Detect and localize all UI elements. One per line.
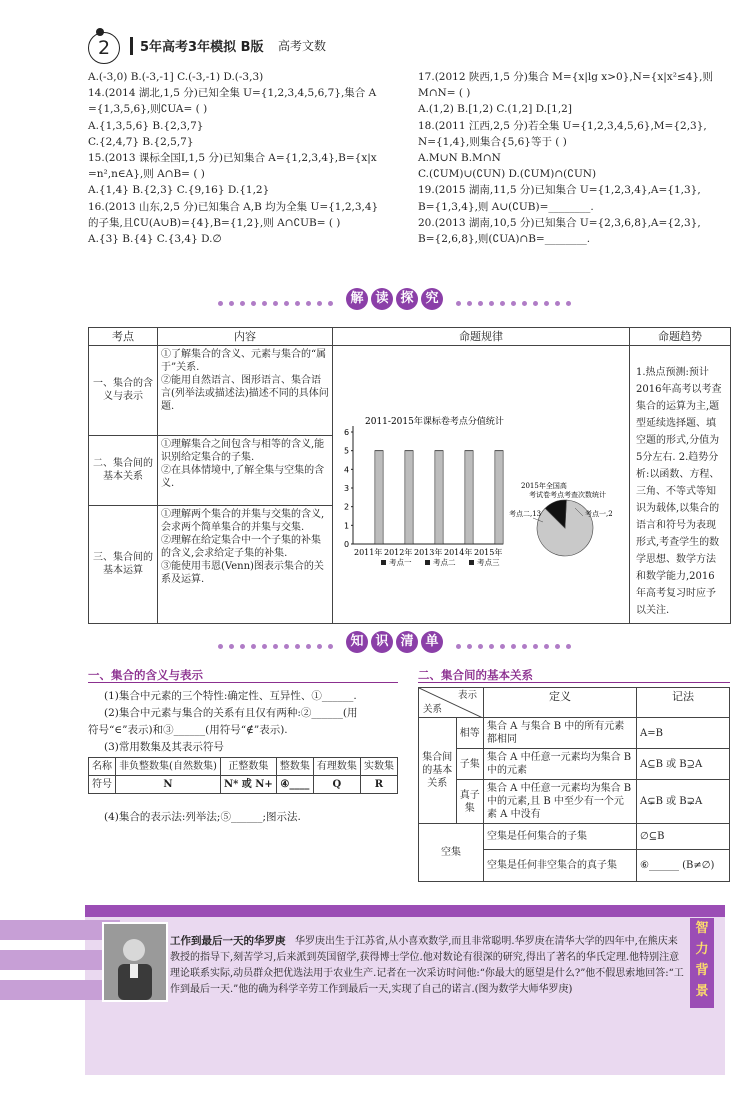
knowledge-left-heading: 一、集合的含义与表示	[88, 668, 203, 682]
kl-last-line: (4)集合的表示法:列举法;⑤______;图示法.	[104, 811, 301, 823]
kl-line-3: 符号“∈”表示)和③______(用符号“∉”表示).	[88, 724, 288, 736]
analysis-table	[88, 327, 731, 624]
relation-table	[418, 687, 730, 882]
question-line: ={1,3,5,6},则∁UA= ( )	[88, 103, 208, 116]
banner-char: 究	[421, 288, 443, 310]
empty-note-2: ⑥______ (B≠∅)	[637, 850, 730, 882]
group-label: 集合间的基本关系	[419, 718, 457, 824]
question-line: 16.(2013 山东,2,5 分)已知集合 A,B 均为全集 U={1,2,3,4}	[88, 200, 379, 213]
kl-line-1: (1)集合中元素的三个特性:确定性、互异性、①______.	[104, 690, 357, 702]
rel-name-2: 子集	[456, 749, 483, 780]
numset-header-cell: 整数集	[276, 758, 313, 776]
question-line: B={2,6,8},则(∁UA)∩B=________.	[418, 233, 591, 245]
story-text: 华罗庚出生于江苏省,从小喜欢数学,而且非常聪明.华罗庚在清华大学的四年中,在熊庆来教授的指导下,刻苦学习,后来派到英国留学,获得博士学位.他对数论有很深的研究,得出了著名的华氏定理.他特别注意理论联系实际,动员群众把优选法用于农业生产.记者在一次采访时问他:“你最大的愿望是什么?”他不假思索地回答:“工作到最后一天.”他的确为科学辛劳工作到最后一天,实现了自己的诺言.(图为数学大师华罗庚)	[170, 936, 684, 995]
banner-char: 读	[371, 288, 393, 310]
question-line: N={1,4},则集合{5,6}等于 ( )	[418, 135, 567, 148]
legend-swatch	[469, 560, 474, 565]
banner-char: 识	[371, 631, 393, 653]
trend-text: 1.热点预测:预计2016年高考以考查集合的运算为主,题型延续选择题、填空题的形式,分值为5分左右. 2.趋势分析:以函数、方程、三角、不等式等知识为载体,以集合的语言和符号为表现形式,考查学生的数学思想、数学方法和数学能力,2016年高考复习时应予以关注.	[630, 346, 731, 624]
y-tick-label: 4	[344, 465, 350, 475]
numset-symbol-cell: N* 或 N+	[220, 776, 276, 794]
rel-note-1: A=B	[637, 718, 730, 749]
numset-symbol-cell: N	[116, 776, 221, 794]
empty-label: 空集	[419, 824, 484, 882]
banner-char: 解	[346, 288, 368, 310]
banner-char: 知	[346, 631, 368, 653]
numset-header-cell: 正整数集	[220, 758, 276, 776]
y-tick-label: 6	[344, 428, 350, 437]
legend-swatch	[425, 560, 430, 565]
numset-header-cell: 实数集	[360, 758, 397, 776]
question-line: A.{3} B.{4} C.{3,4} D.∅	[88, 233, 222, 245]
page-number: 2	[88, 32, 120, 64]
numset-symbol-cell: 符号	[89, 776, 116, 794]
knowledge-right-heading: 二、集合间的基本关系	[418, 668, 533, 682]
bar-chart-title: 2011-2015年课标卷考点分值统计	[365, 417, 504, 427]
question-line: A.{1,3,5,6} B.{2,3,7}	[88, 119, 204, 132]
banner-jiedu-tanjiu	[346, 288, 443, 310]
legend-label: 考点二	[433, 558, 456, 567]
book-subtitle: 高考文数	[278, 39, 327, 53]
col-def: 定义	[484, 688, 637, 718]
topic-3: 三、集合间的基本运算	[89, 505, 158, 623]
kl-line-4: (3)常用数集及其表示符号	[104, 741, 224, 753]
pie-label: 考点二,13	[509, 510, 542, 518]
portrait-figure	[104, 924, 166, 1000]
col-note: 记法	[637, 688, 730, 718]
banner2-dots-right	[456, 640, 577, 646]
numset-symbol-cell: Q	[313, 776, 360, 794]
banner1-dots-left	[218, 297, 339, 303]
question-line: 20.(2013 湖南,10,5 分)已知集合 U={2,3,6,8},A={2,3},	[418, 216, 701, 229]
banner-char: 探	[396, 288, 418, 310]
header-divider	[130, 37, 133, 55]
rel-def-1: 集合 A 与集合 B 中的所有元素都相同	[484, 718, 637, 749]
banner2-dots-left	[218, 640, 339, 646]
y-tick-label: 0	[344, 540, 350, 549]
number-set-table	[88, 757, 398, 794]
question-line: A.{1,4} B.{2,3} C.{9,16} D.{1,2}	[88, 184, 270, 197]
content-3: ①理解两个集合的并集与交集的含义,会求两个简单集合的并集与交集. ②理解在给定集合中一个子集的补集的含义,会求给定子集的补集. ③能使用韦恩(Venn)图表示集合的关系及运算.	[158, 505, 333, 623]
legend-label: 考点一	[389, 558, 412, 567]
question-line: A.(-3,0) B.(-3,-1] C.(-3,-1) D.(-3,3)	[88, 71, 264, 83]
content-1: ①了解集合的含义、元素与集合的“属于”关系. ②能用自然语言、图形语言、集合语言(列举法或描述法)描述不同的具体问题.	[158, 346, 333, 436]
topic-2: 二、集合间的基本关系	[89, 435, 158, 505]
empty-def-1: 空集是任何集合的子集	[484, 824, 637, 850]
pie-label: 考点一,2	[585, 510, 613, 518]
story-title: 工作到最后一天的华罗庚	[170, 935, 286, 947]
book-title: 5年高考3年模拟 B版	[140, 40, 264, 55]
numset-symbol-cell: ④____	[276, 776, 313, 794]
question-line: B={1,3,4},则 A∪(∁UB)=________.	[418, 200, 594, 213]
question-line: A.(1,2) B.[1,2) C.(1,2] D.[1,2]	[418, 103, 572, 116]
question-line: A.M∪N B.M∩N	[418, 152, 501, 164]
y-tick-label: 1	[344, 521, 350, 531]
question-line: C.(∁UM)∪(∁UN) D.(∁UM)∩(∁UN)	[418, 168, 597, 181]
rel-name-3: 真子集	[456, 780, 483, 824]
th-topic: 考点	[89, 328, 158, 346]
empty-note-1: ∅⊆B	[637, 824, 730, 850]
y-tick-label: 5	[344, 446, 350, 456]
numset-header-cell: 有理数集	[313, 758, 360, 776]
kl-line-2: (2)集合中元素与集合的关系有且仅有两种:②______(用	[104, 707, 358, 719]
rel-def-2: 集合 A 中任意一元素均为集合 B 中的元素	[484, 749, 637, 780]
question-line: 15.(2013 课标全国Ⅰ,1,5 分)已知集合 A={1,2,3,4},B={x|x	[88, 152, 377, 164]
knowledge-left-rule	[88, 682, 398, 683]
question-line: 19.(2015 湖南,11,5 分)已知集合 U={1,2,3,4},A={1,3},	[418, 184, 701, 197]
question-line: M∩N= ( )	[418, 87, 471, 100]
corner-cell: 表示 关系	[419, 688, 484, 718]
question-line: 18.(2011 江西,2,5 分)若全集 U={1,2,3,4,5,6},M={2,3},	[418, 119, 707, 132]
rel-def-3: 集合 A 中任意一元素均为集合 B 中的元素,且 B 中至少有一个元素 A 中没有	[484, 780, 637, 824]
question-line: 的子集,且∁U(A∪B)={4},B={1,2},则 A∩∁UB= ( )	[88, 216, 341, 229]
knowledge-right-rule	[418, 682, 730, 683]
banner-char: 单	[421, 631, 443, 653]
y-tick-label: 2	[344, 502, 350, 512]
bar-chart	[333, 346, 623, 596]
banner-char: 清	[396, 631, 418, 653]
legend-swatch	[381, 560, 386, 565]
rel-note-2: A⊆B 或 B⊇A	[637, 749, 730, 780]
rel-name-1: 相等	[456, 718, 483, 749]
numset-header-cell: 名称	[89, 758, 116, 776]
x-tick-label: 2012年	[384, 548, 413, 557]
pie-title: 2015年全国高考试卷考点考查次数统计	[521, 482, 606, 499]
side-tab: 智 力 背 景	[690, 918, 714, 1008]
banner-zhishi-qingdan	[346, 631, 443, 653]
question-line: C.{2,4,7} B.{2,5,7}	[88, 135, 194, 148]
legend-label: 考点三	[477, 558, 500, 567]
banner1-dots-right	[456, 297, 577, 303]
story-top-band	[85, 905, 725, 917]
question-line: 17.(2012 陕西,1,5 分)集合 M={x|lg x>0},N={x|x²≤4},则	[418, 71, 713, 83]
story-body	[170, 933, 685, 998]
th-trend: 命题趋势	[630, 328, 731, 346]
numset-header-cell: 非负整数集(自然数集)	[116, 758, 221, 776]
x-tick-label: 2013年	[414, 548, 443, 557]
th-content: 内容	[158, 328, 333, 346]
portrait-photo	[102, 922, 168, 1002]
rel-note-3: A⊊B 或 B⊋A	[637, 780, 730, 824]
content-2: ①理解集合之间包含与相等的含义,能识别给定集合的子集. ②在具体情境中,了解全集与空集的含义.	[158, 435, 333, 505]
empty-def-2: 空集是任何非空集合的真子集	[484, 850, 637, 882]
x-tick-label: 2014年	[444, 548, 473, 557]
question-line: =n²,n∈A},则 A∩B= ( )	[88, 168, 205, 181]
th-rule: 命题规律	[333, 328, 630, 346]
x-tick-label: 2015年	[474, 548, 503, 557]
question-line: 14.(2014 湖北,1,5 分)已知全集 U={1,2,3,4,5,6,7},集合 A	[88, 87, 377, 100]
rule-charts	[333, 346, 630, 624]
y-tick-label: 3	[344, 484, 350, 493]
numset-symbol-cell: R	[360, 776, 397, 794]
topic-1: 一、集合的含义与表示	[89, 346, 158, 436]
x-tick-label: 2011年	[354, 548, 383, 557]
